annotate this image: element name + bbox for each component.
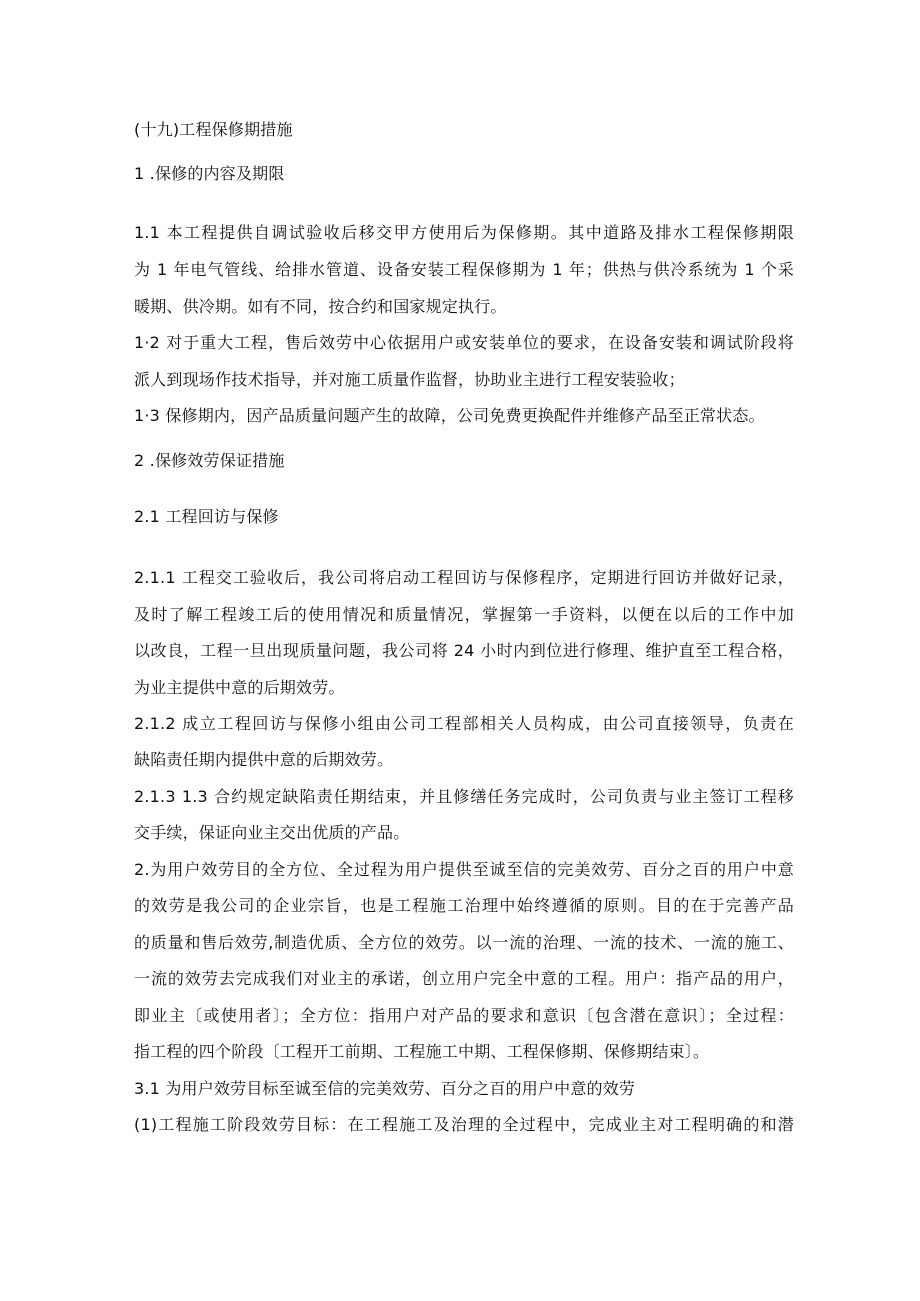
paragraph-line: 1.1 本工程提供自调试验收后移交甲方使用后为保修期。其中道路及排水工程保修期限 <box>134 223 794 242</box>
paragraph-line: 以改良，工程一旦出现质量问题，我公司将 24 小时内到位进行修理、维护直至工程合格， <box>134 641 794 660</box>
paragraph-line: 2.1.1 工程交工验收后，我公司将启动工程回访与保修程序，定期进行回访并做好记录， <box>134 568 794 587</box>
paragraph-line: 及时了解工程竣工后的使用情况和质量情况，掌握第一手资料，以便在以后的工作中加 <box>134 605 794 624</box>
paragraph-line: 2.1.3 1.3 合约规定缺陷责任期结束，并且修缮任务完成时，公司负责与业主签订工程移 <box>134 787 794 806</box>
paragraph-line: 为业主提供中意的后期效劳。 <box>134 678 345 697</box>
paragraph-line: 3.1 为用户效劳目标至诚至信的完美效劳、百分之百的用户中意的效劳 <box>134 1079 636 1098</box>
paragraph-line: 暖期、供冷期。如有不同，按合约和国家规定执行。 <box>134 297 507 316</box>
paragraph-line: 1·2 对于重大工程，售后效劳中心依据用户或安装单位的要求，在设备安装和调试阶段将 <box>134 333 794 352</box>
section-title: (十九)工程保修期措施 <box>134 120 293 139</box>
heading-2-1: 2.1 工程回访与保修 <box>134 507 279 526</box>
paragraph-line: 的质量和售后效劳,制造优质、全方位的效劳。以一流的治理、一流的技术、一流的施工、 <box>134 933 794 952</box>
paragraph-line: 缺陷责任期内提供中意的后期效劳。 <box>134 750 394 769</box>
paragraph-line: 为 1 年电气管线、给排水管道、设备安装工程保修期为 1 年；供热与供冷系统为 1 个采 <box>134 260 794 279</box>
paragraph-line: 交手续，保证向业主交出优质的产品。 <box>134 823 410 842</box>
heading-1: 1 .保修的内容及期限 <box>134 164 285 183</box>
paragraph-line: 派人到现场作技术指导，并对施工质量作监督，协助业主进行工程安装验收； <box>134 370 685 389</box>
paragraph-line: 1·3 保修期内，因产品质量问题产生的故障，公司免费更换配件并维修产品至正常状态。 <box>134 406 765 425</box>
paragraph-line: 2.为用户效劳目的全方位、全过程为用户提供至诚至信的完美效劳、百分之百的用户中意 <box>134 860 794 879</box>
paragraph-line: 2.1.2 成立工程回访与保修小组由公司工程部相关人员构成，由公司直接领导，负责在 <box>134 714 794 733</box>
paragraph-line: 指工程的四个阶段〔工程开工前期、工程施工中期、工程保修期、保修期结束〕。 <box>134 1042 710 1061</box>
paragraph-line: (1)工程施工阶段效劳目标：在工程施工及治理的全过程中，完成业主对工程明确的和潜 <box>134 1115 794 1134</box>
paragraph-line: 的效劳是我公司的企业宗旨，也是工程施工治理中始终遵循的原则。目的在于完善产品 <box>134 896 794 915</box>
paragraph-line: 一流的效劳去完成我们对业主的承诺，创立用户完全中意的工程。用户：指产品的用户， <box>134 969 794 988</box>
heading-2: 2 .保修效劳保证措施 <box>134 451 285 470</box>
paragraph-line: 即业主〔或使用者〕；全方位：指用户对产品的要求和意识〔包含潜在意识〕；全过程： <box>134 1006 794 1025</box>
